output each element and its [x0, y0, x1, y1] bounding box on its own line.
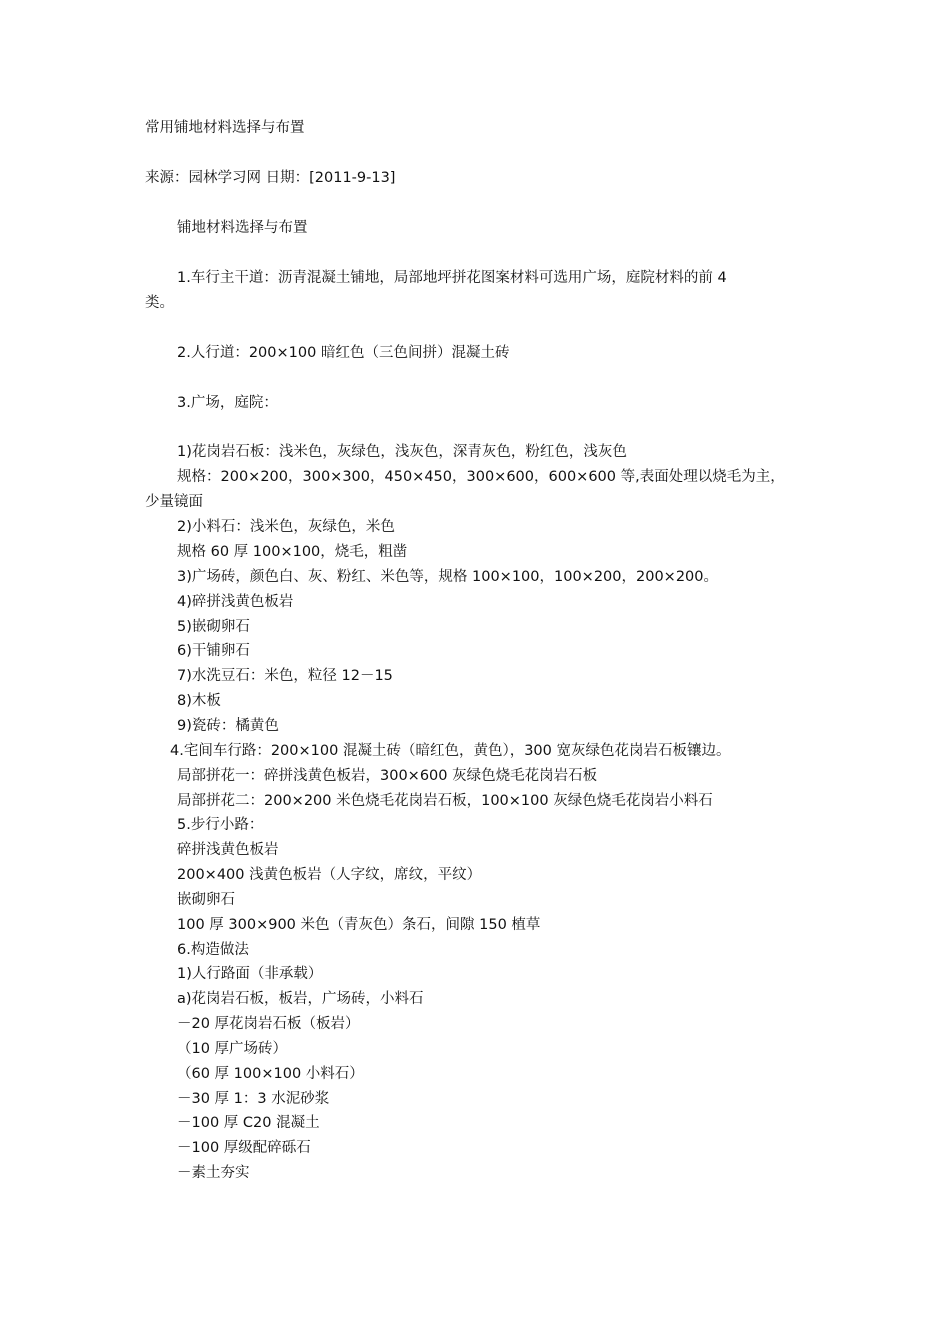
- paragraph-line: 4.宅间车行路：200×100 混凝土砖（暗红色，黄色），300 宽灰绿色花岗岩石板镶边。: [170, 743, 731, 759]
- paragraph-line: 少量镜面: [145, 494, 203, 510]
- paragraph-line: 6.构造做法: [177, 942, 249, 958]
- paragraph-line: 局部拼花二：200×200 米色烧毛花岗岩石板，100×100 灰绿色烧毛花岗岩小料石: [177, 793, 713, 809]
- paragraph-line: （60 厚 100×100 小料石）: [177, 1066, 364, 1082]
- paragraph-line: 1)花岗岩石板：浅米色，灰绿色，浅灰色，深青灰色，粉红色，浅灰色: [177, 444, 627, 460]
- paragraph-line: 3)广场砖，颜色白、灰、粉红、米色等，规格 100×100，100×200，200×200。: [177, 569, 718, 585]
- document-subtitle: 铺地材料选择与布置: [177, 220, 308, 236]
- paragraph-line: 规格：200×200，300×300，450×450，300×600，600×600 等,表面处理以烧毛为主，: [177, 469, 785, 485]
- paragraph-line: 4)碎拼浅黄色板岩: [177, 594, 294, 610]
- paragraph-line: 碎拼浅黄色板岩: [177, 842, 279, 858]
- paragraph-line: 7)水洗豆石：米色，粒径 12－15: [177, 668, 393, 684]
- paragraph-line: －素土夯实: [177, 1165, 250, 1181]
- paragraph-line: 嵌砌卵石: [177, 892, 235, 908]
- paragraph-line: 6)干铺卵石: [177, 643, 250, 659]
- paragraph-line: －100 厚级配碎砾石: [177, 1140, 311, 1156]
- paragraph-line: 1)人行路面（非承载）: [177, 966, 323, 982]
- paragraph-line: 2.人行道：200×100 暗红色（三色间拼）混凝土砖: [177, 345, 510, 361]
- paragraph-line: 5)嵌砌卵石: [177, 619, 250, 635]
- document-title: 常用铺地材料选择与布置: [145, 120, 305, 136]
- paragraph-line: 100 厚 300×900 米色（青灰色）条石，间隙 150 植草: [177, 917, 541, 933]
- paragraph-line: 类。: [145, 295, 174, 311]
- paragraph-line: 8)木板: [177, 693, 221, 709]
- paragraph-line: －30 厚 1：3 水泥砂浆: [177, 1091, 330, 1107]
- paragraph-line: 3.广场，庭院：: [177, 395, 278, 411]
- paragraph-line: 规格 60 厚 100×100，烧毛，粗凿: [177, 544, 408, 560]
- paragraph-line: 200×400 浅黄色板岩（人字纹，席纹，平纹）: [177, 867, 482, 883]
- paragraph-line: 5.步行小路：: [177, 817, 264, 833]
- paragraph-line: 9)瓷砖：橘黄色: [177, 718, 279, 734]
- paragraph-line: （10 厚广场砖）: [177, 1041, 288, 1057]
- document-source: 来源：园林学习网 日期：[2011-9-13]: [145, 170, 396, 186]
- paragraph-line: a)花岗岩石板，板岩，广场砖，小料石: [177, 991, 424, 1007]
- paragraph-line: 1.车行主干道：沥青混凝土铺地，局部地坪拼花图案材料可选用广场，庭院材料的前 4: [177, 270, 727, 286]
- paragraph-line: －20 厚花岗岩石板（板岩）: [177, 1016, 360, 1032]
- paragraph-line: －100 厚 C20 混凝土: [177, 1115, 320, 1131]
- paragraph-line: 局部拼花一：碎拼浅黄色板岩，300×600 灰绿色烧毛花岗岩石板: [177, 768, 598, 784]
- paragraph-line: 2)小料石：浅米色，灰绿色，米色: [177, 519, 395, 535]
